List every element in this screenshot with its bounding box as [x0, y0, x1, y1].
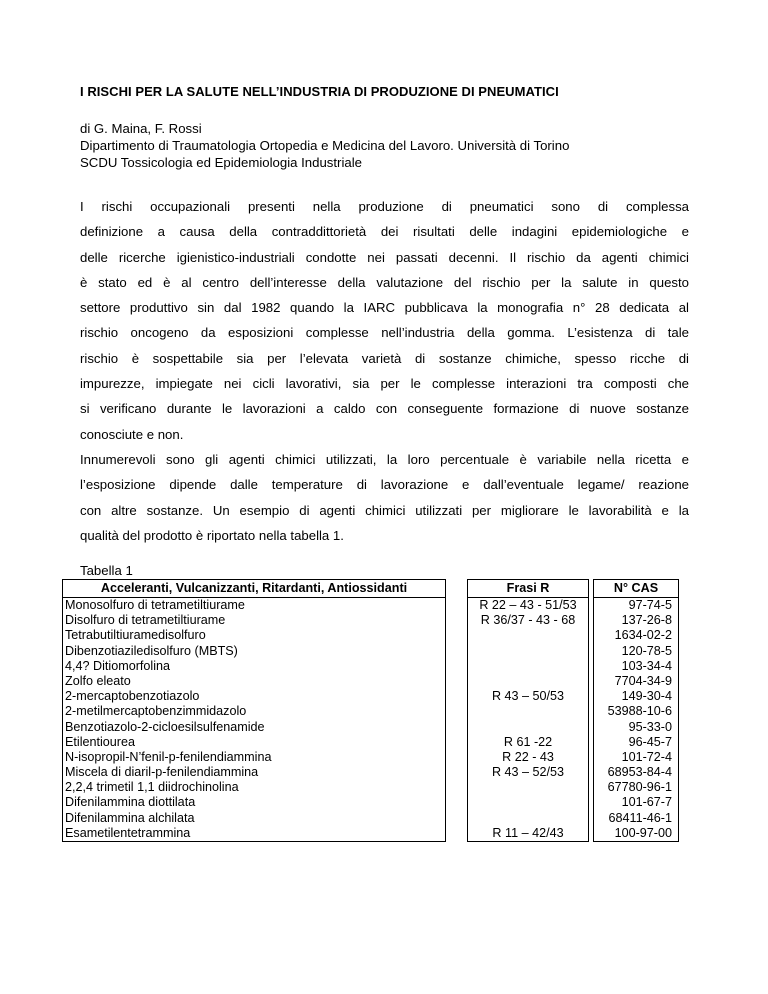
table-cell-substance: 2-metilmercaptobenzimmidazolo — [65, 704, 247, 719]
paragraph-line: I rischi occupazionali presenti nella produzione di pneumatici sono di complessa — [80, 199, 689, 214]
paragraph-line: rischio oncogeno da esposizioni complesse nell’industria della gomma. L’esistenza di tale — [80, 325, 689, 341]
table-header-substance: Acceleranti, Vulcanizzanti, Ritardanti, Antiossidanti — [63, 580, 445, 598]
table-cell-substance: Difenilammina diottilata — [65, 795, 196, 810]
author-affiliation-1: Dipartimento di Traumatologia Ortopedia e Medicina del Lavoro. Università di Torino — [80, 138, 570, 153]
table-cell-substance: Etilentiourea — [65, 734, 136, 749]
table-header-phrases: Frasi R — [468, 580, 588, 598]
paragraph-line: è stato ed è al centro dell’interesse della valutazione del rischio per la salute in questo — [80, 274, 689, 290]
table-header-cas: N° CAS — [594, 580, 678, 598]
table-cell-phrases: R 43 – 50/53 — [491, 689, 565, 704]
table-cell-phrases: R 61 -22 — [503, 734, 553, 749]
table-cell-cas: 101-67-7 — [621, 795, 672, 810]
paragraph-1 — [80, 194, 689, 447]
table-cell-cas: 96-45-7 — [628, 734, 672, 749]
table-cell-phrases — [468, 644, 588, 659]
table-cell-phrases — [468, 720, 588, 735]
table-cell-phrases — [468, 811, 588, 826]
table-cell-substance: N-isopropil-N’fenil-p-fenilendiammina — [65, 749, 272, 764]
table-cell-cas: 120-78-5 — [621, 643, 672, 658]
paragraph-line: conosciute e non. — [80, 426, 184, 442]
table-cell-cas: 95-33-0 — [628, 719, 672, 734]
table-cell-phrases — [468, 659, 588, 674]
table-cell-phrases — [468, 795, 588, 810]
table-cell-substance: Zolfo eleato — [65, 673, 131, 688]
table-cell-phrases: R 22 – 43 - 51/53 — [479, 598, 577, 612]
table-cell-cas: 68411-46-1 — [608, 810, 672, 825]
table-cell-substance: Esametilentetrammina — [65, 825, 191, 840]
table-cell-substance: Difenilammina alchilata — [65, 810, 195, 825]
table-cell-phrases — [468, 628, 588, 643]
table-cell-phrases — [468, 674, 588, 689]
table-cell-cas: 137-26-8 — [621, 613, 672, 628]
table-cell-cas: 68953-84-4 — [607, 765, 672, 780]
table-cell-phrases: R 11 – 42/43 — [492, 825, 564, 840]
table-cell-substance: Monosolfuro di tetrametiltiurame — [65, 598, 245, 612]
table-cell-substance: Miscela di diaril-p-fenilendiammina — [65, 765, 259, 780]
paragraph-line: con altre sostanze. Un esempio di agenti chimici utilizzati per migliorare le lavorabilità e la — [80, 502, 689, 518]
table-cell-cas: 1634-02-2 — [614, 628, 672, 643]
table-cell-cas: 103-34-4 — [621, 658, 672, 673]
paragraph-line: definizione a causa della contraddittorietà dei risultati delle indagini epidemiologiche e — [80, 224, 689, 240]
table-phrases-column — [467, 579, 589, 842]
table-cell-substance: Disolfuro di tetrametiltiurame — [65, 613, 226, 628]
table-substance-column — [62, 579, 446, 842]
table-cell-phrases: R 36/37 - 43 - 68 — [480, 613, 576, 628]
table-cell-substance: Tetrabutiltiuramedisolfuro — [65, 628, 206, 643]
table-cell-cas: 100-97-00 — [614, 825, 672, 840]
table-cas-column — [593, 579, 679, 842]
table-cell-substance: 2-mercaptobenzotiazolo — [65, 689, 200, 704]
table-cell-cas: 149-30-4 — [621, 689, 672, 704]
table-cell-cas: 101-72-4 — [621, 749, 672, 764]
table-cell-phrases — [468, 780, 588, 795]
table-cell-cas: 7704-34-9 — [614, 673, 672, 688]
table-cell-cas: 67780-96-1 — [607, 780, 672, 795]
table-cell-cas: 53988-10-6 — [607, 704, 672, 719]
paragraph-line: impurezze, impiegate nei cicli lavorativi, sia per le complesse interazioni tra composti che — [80, 376, 689, 392]
table-cell-substance: 4,4? Ditiomorfolina — [65, 658, 170, 673]
table-cell-cas: 97-74-5 — [628, 598, 672, 612]
paragraph-line: delle ricerche igienistico-industriali condotte nei passati decenni. Il rischio da agenti chimici — [80, 249, 689, 265]
paragraph-line: Innumerevoli sono gli agenti chimici utilizzati, la loro percentuale è variabile nella ricetta e — [80, 452, 689, 467]
paragraph-line: si verificano durante le lavorazioni a caldo con conseguente formazione di nuove sostanze — [80, 401, 689, 417]
table-cell-substance: Dibenzotiaziledisolfuro (MBTS) — [65, 643, 238, 658]
table-caption: Tabella 1 — [80, 563, 133, 578]
table-cell-phrases: R 43 – 52/53 — [491, 765, 565, 780]
paragraph-line: qualità del prodotto è riportato nella tabella 1. — [80, 527, 344, 543]
table-cell-phrases: R 22 - 43 — [502, 749, 554, 764]
paragraph-line: settore produttivo sin dal 1982 quando la IARC pubblicava la monografia n° 28 dedicata al — [80, 300, 689, 316]
paragraph-line: rischio è sospettabile sia per l’elevata varietà di sostanze chimiche, spesso ricche di — [80, 350, 689, 366]
author-names: di G. Maina, F. Rossi — [80, 121, 202, 136]
table-cell-substance: 2,2,4 trimetil 1,1 diidrochinolina — [65, 780, 239, 795]
document-title: I RISCHI PER LA SALUTE NELL’INDUSTRIA DI PRODUZIONE DI PNEUMATICI — [80, 84, 559, 99]
paragraph-line: l’esposizione dipende dalle temperature di lavorazione e dall’eventuale legame/ reazione — [80, 477, 689, 493]
table-cell-phrases — [468, 704, 588, 719]
table-cell-substance: Benzotiazolo-2-cicloesilsulfenamide — [65, 719, 265, 734]
author-affiliation-2: SCDU Tossicologia ed Epidemiologia Industriale — [80, 155, 362, 170]
paragraph-2 — [80, 447, 689, 548]
